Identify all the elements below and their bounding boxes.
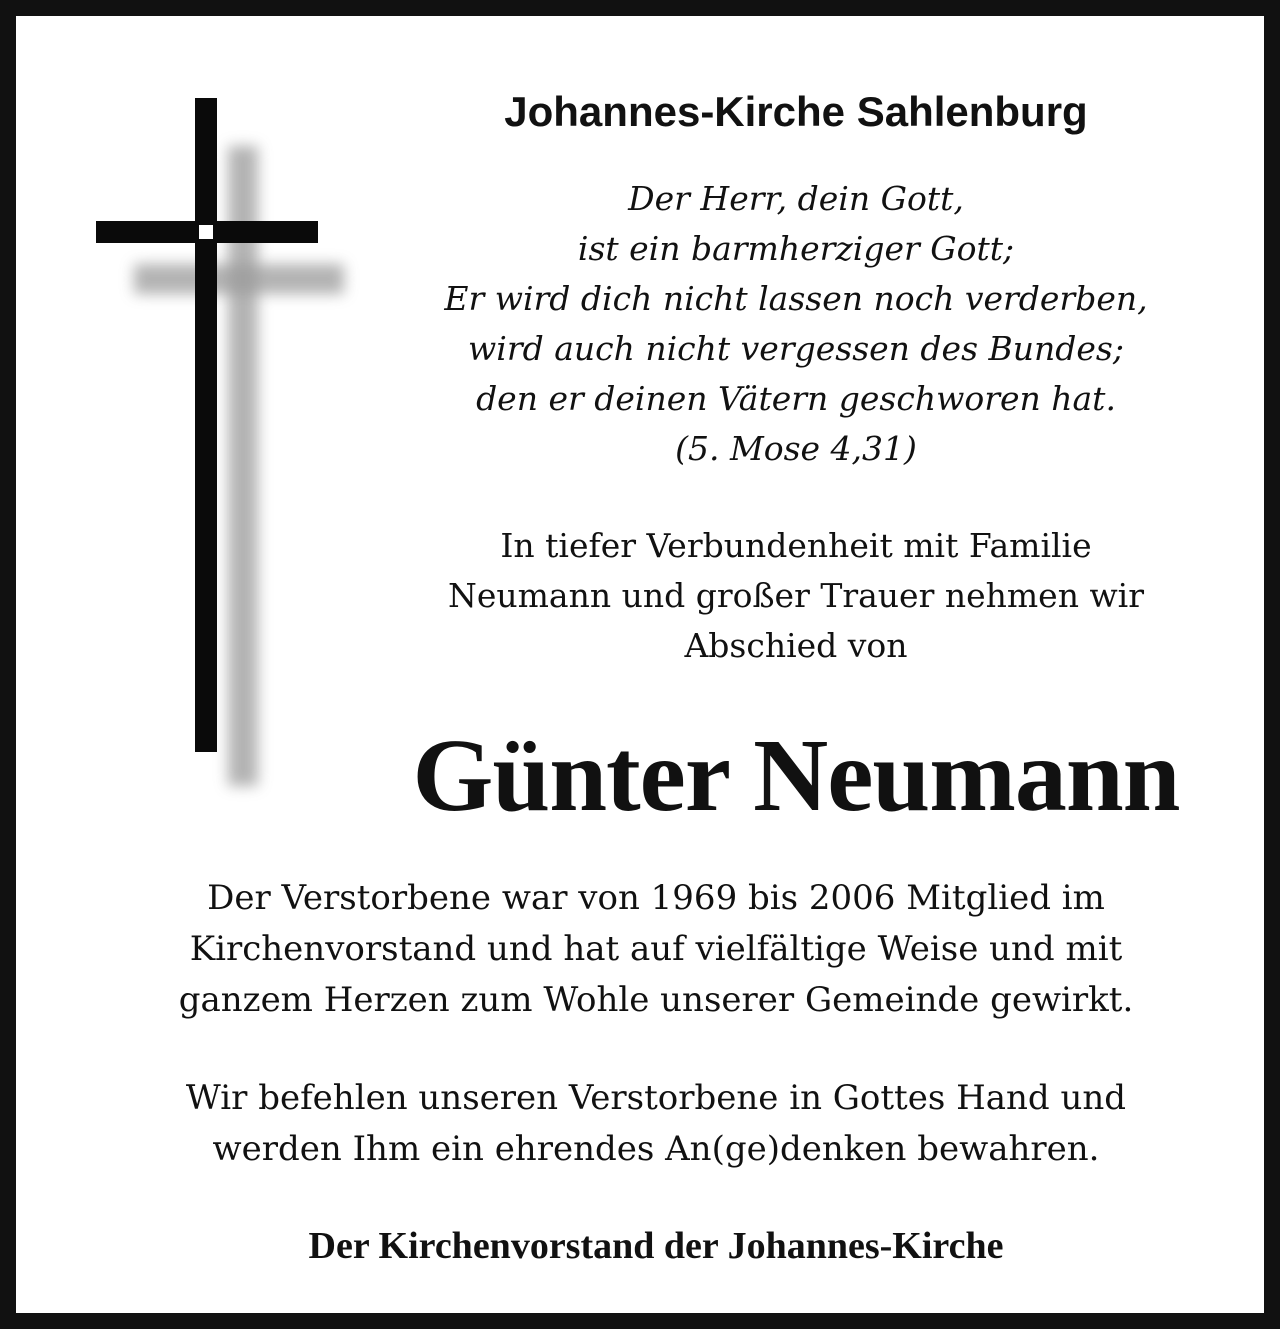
verse-line: den er deinen Vätern geschworen hat. bbox=[476, 379, 1116, 418]
tribute-line: ganzem Herzen zum Wohle unserer Gemeinde gewirkt. bbox=[178, 980, 1134, 1020]
tribute-text bbox=[56, 873, 1256, 1026]
intro-line: Neumann und großer Trauer nehmen wir bbox=[447, 576, 1145, 615]
farewell-intro bbox=[366, 521, 1226, 671]
signature: Der Kirchenvorstand der Johannes-Kirche bbox=[308, 1225, 1004, 1267]
cross-icon bbox=[16, 16, 356, 816]
verse-line: Der Herr, dein Gott, bbox=[628, 179, 964, 218]
commendation-line: werden Ihm ein ehrendes An(ge)denken bewahren. bbox=[212, 1129, 1100, 1169]
cross-shadow-horizontal bbox=[134, 264, 344, 294]
commendation-text bbox=[56, 1073, 1256, 1175]
verse-line: ist ein barmherziger Gott; bbox=[577, 229, 1015, 268]
cross-bar-vertical bbox=[195, 98, 217, 752]
deceased-name: Günter Neumann bbox=[412, 718, 1180, 833]
tribute-line: Der Verstorbene war von 1969 bis 2006 Mitglied im bbox=[207, 878, 1105, 918]
verse-reference: (5. Mose 4,31) bbox=[675, 429, 917, 468]
bible-verse bbox=[366, 174, 1226, 474]
intro-line: Abschied von bbox=[684, 626, 908, 665]
intro-line: In tiefer Verbundenheit mit Familie bbox=[500, 526, 1092, 565]
verse-line: Er wird dich nicht lassen noch verderben, bbox=[444, 279, 1148, 318]
verse-line: wird auch nicht vergessen des Bundes; bbox=[468, 329, 1124, 368]
cross-center-mark bbox=[199, 225, 213, 239]
commendation-line: Wir befehlen unseren Verstorbene in Gottes Hand und bbox=[185, 1078, 1127, 1118]
tribute-line: Kirchenvorstand und hat auf vielfältige Weise und mit bbox=[189, 929, 1123, 969]
church-title: Johannes-Kirche Sahlenburg bbox=[504, 88, 1088, 135]
